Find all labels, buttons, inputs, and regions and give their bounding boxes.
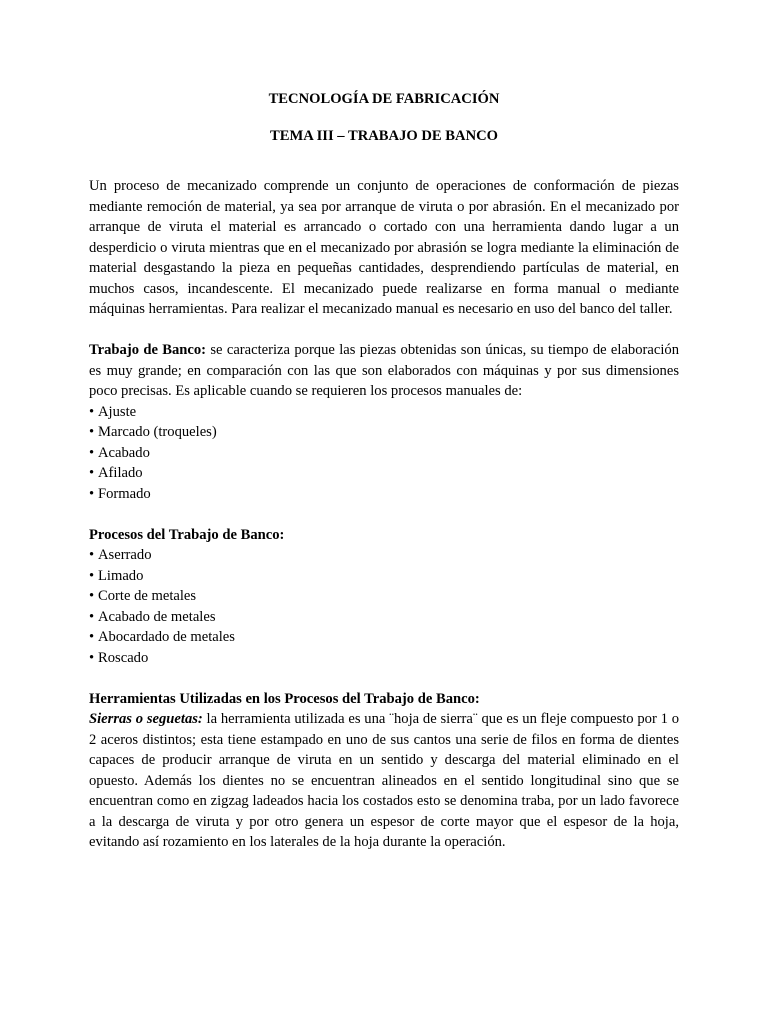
list-item-label: Corte de metales (98, 588, 197, 604)
spacer (89, 320, 679, 341)
list-item-label: Formado (98, 485, 151, 502)
list-item (89, 648, 679, 669)
trabajo-paragraph (89, 340, 679, 402)
sierras-term: Sierras o seguetas: (89, 711, 203, 727)
document-title: TECNOLOGÍA DE FABRICACIÓN (268, 91, 500, 107)
intro-paragraph: Un proceso de mecanizado comprende un conjunto de operaciones de conformación de piezas mediante remoción de material, ya sea por arranque de viruta o por abrasión. En el mecanizado por arranque de viruta el material es arrancado o cortado con una herramienta dando lugar a un desperdicio o viruta mientras que en el mecanizado por abrasión se logra mediante la eliminación de material desgastando la pieza en pequeñas cantidades, desprendiendo partículas de material, en muchos casos, incandescente. El mecanizado puede realizarse en forma manual o mediante máquinas herramientas. Para realizar el mecanizado manual es necesario en uso del banco del taller. (89, 178, 679, 317)
bullet-icon: • (89, 403, 95, 420)
bullet-icon: • (89, 465, 95, 481)
trabajo-list (89, 402, 679, 505)
list-item-label: Abocardado de metales (98, 629, 235, 645)
bullet-icon: • (89, 444, 95, 461)
sierras-text: la herramienta utilizada es una ¨hoja de sierra¨ que es un fleje compuesto por 1 o 2 aceros distintos; esta tiene estampado en uno de sus cantos una serie de filos en forma de dientes capaces de producir arranque de viruta en un sentido y descarga del material eliminado en el opuesto. Además los dientes no se encuentran alineados en el sentido longitudinal sino que se encuentran como en zigzag ladeados hacia los costados esto se denomina traba, por un lado favorece a la descarga de viruta y por otro genera un espesor de corte mayor que el espesor de la hoja, evitando así rozamiento en los laterales de la hoja durante la operación. (89, 711, 679, 850)
bullet-icon: • (89, 567, 95, 584)
list-item-label: Afilado (98, 465, 143, 481)
document-subtitle: TEMA III – TRABAJO DE BANCO (270, 127, 498, 144)
bullet-icon: • (89, 629, 95, 645)
list-item-label: Acabado (98, 444, 150, 461)
list-item-label: Limado (98, 567, 144, 584)
bullet-icon: • (89, 608, 95, 625)
bullet-icon: • (89, 649, 95, 666)
spacer (89, 504, 679, 525)
procesos-heading: Procesos del Trabajo de Banco: (89, 526, 285, 543)
list-item-label: Aserrado (98, 547, 152, 563)
list-item (89, 545, 679, 566)
bullet-icon: • (89, 485, 95, 502)
list-item (89, 443, 679, 464)
list-item (89, 422, 679, 443)
list-item (89, 402, 679, 423)
bullet-icon: • (89, 588, 95, 604)
list-item (89, 627, 679, 648)
list-item (89, 586, 679, 607)
list-item (89, 607, 679, 628)
spacer (89, 668, 679, 689)
list-item-label: Marcado (troqueles) (98, 424, 217, 440)
procesos-list (89, 545, 679, 668)
list-item-label: Roscado (98, 649, 149, 666)
trabajo-term: Trabajo de Banco: (89, 342, 207, 358)
list-item-label: Ajuste (98, 403, 137, 420)
document-page (89, 89, 679, 853)
list-item (89, 463, 679, 484)
list-item-label: Acabado de metales (98, 608, 216, 625)
trabajo-text: se caracteriza porque las piezas obtenidas son únicas, su tiempo de elaboración es muy grande; en comparación con las que son elaborados con máquinas y por sus dimensiones poco precisas. Es aplicable cuando se requieren los procesos manuales de: (89, 342, 679, 399)
herramientas-heading: Herramientas Utilizadas en los Procesos del Trabajo de Banco: (89, 690, 480, 707)
list-item (89, 484, 679, 505)
bullet-icon: • (89, 424, 95, 440)
list-item (89, 566, 679, 587)
herramientas-paragraph (89, 709, 679, 853)
bullet-icon: • (89, 547, 95, 563)
